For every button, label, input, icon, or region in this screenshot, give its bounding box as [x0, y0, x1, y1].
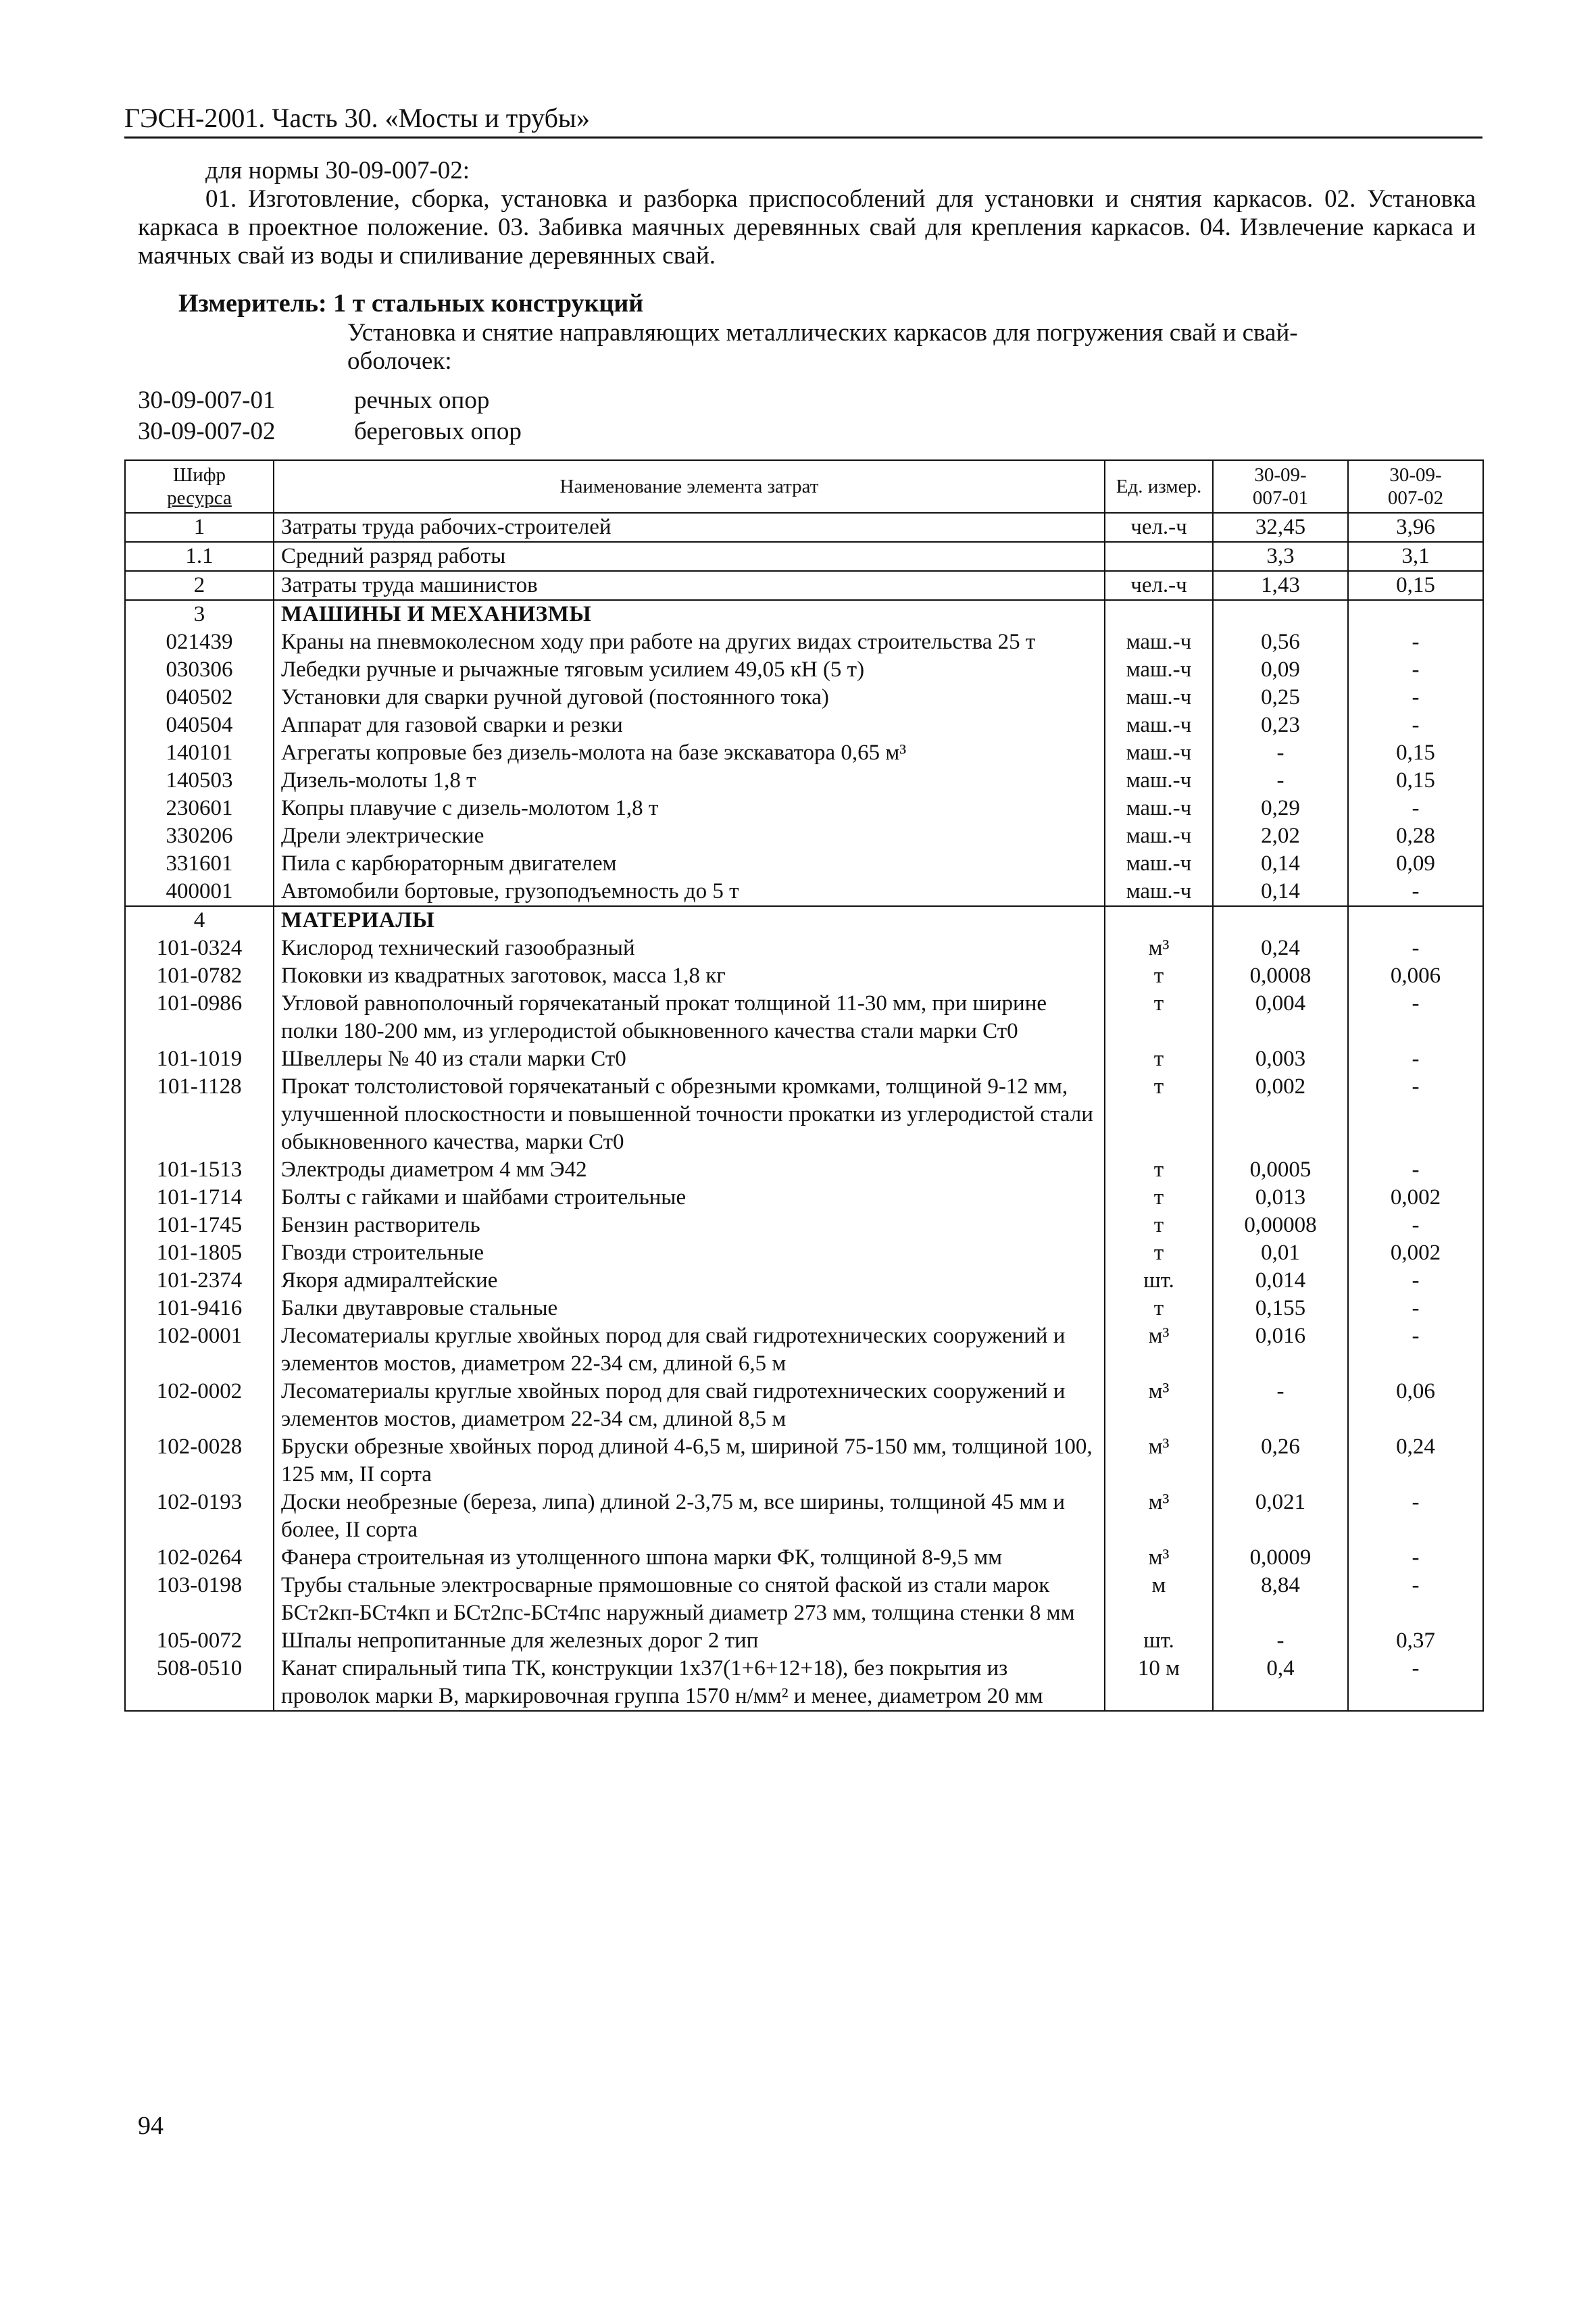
cell-norm-01: 0,23: [1213, 712, 1348, 739]
cell-name: Краны на пневмоколесном ходу при работе на других видах строительства 25 т: [274, 628, 1105, 656]
table-row: [125, 1489, 1483, 1544]
cell-norm-02: -: [1348, 1489, 1483, 1544]
table-row: [125, 822, 1483, 850]
cell-unit: чел.-ч: [1105, 571, 1213, 600]
cell-code: 140503: [125, 767, 274, 795]
cell-norm-01: 0,14: [1213, 850, 1348, 878]
table-row: [125, 1544, 1483, 1572]
cell-name: Трубы стальные электросварные прямошовные со снятой фаской из стали марок БСт2кп-БСт4кп и БСт2пс-БСт4пс наружный диаметр 273 мм, толщина стенки 8 мм: [274, 1572, 1105, 1627]
cell-norm-02: 0,28: [1348, 822, 1483, 850]
cell-unit: [1105, 600, 1213, 628]
cell-norm-01: 0,013: [1213, 1184, 1348, 1212]
cell-name: Лесоматериалы круглые хвойных пород для свай гидротехнических сооружений и элементов мостов, диаметром 22-34 см, длиной 6,5 м: [274, 1322, 1105, 1378]
cell-code: 101-0782: [125, 962, 274, 990]
cell-norm-02: 0,24: [1348, 1433, 1483, 1489]
cell-norm-02: -: [1348, 878, 1483, 906]
cell-unit: маш.-ч: [1105, 850, 1213, 878]
table-row: [125, 1627, 1483, 1655]
norm-code-label: береговых опор: [354, 418, 522, 445]
cell-norm-01: -: [1213, 739, 1348, 767]
cell-norm-02: -: [1348, 1073, 1483, 1156]
table-row: [125, 1239, 1483, 1267]
table-row: [125, 1433, 1483, 1489]
norm-code-label: речных опор: [354, 387, 490, 414]
cell-code: 030306: [125, 656, 274, 684]
norm-code-line: [138, 385, 489, 416]
cell-norm-02: 3,96: [1348, 513, 1483, 542]
cell-name: Автомобили бортовые, грузоподъемность до 5 т: [274, 878, 1105, 906]
cell-unit: м³: [1105, 1433, 1213, 1489]
cell-norm-01: 0,14: [1213, 878, 1348, 906]
cell-norm-02: 0,002: [1348, 1239, 1483, 1267]
table-row: [125, 739, 1483, 767]
cell-name: Фанера строительная из утолщенного шпона марки ФК, толщиной 8-9,5 мм: [274, 1544, 1105, 1572]
cell-unit: 10 м: [1105, 1655, 1213, 1711]
cell-unit: м: [1105, 1572, 1213, 1627]
cell-code: 102-0002: [125, 1378, 274, 1433]
cell-norm-01: 0,01: [1213, 1239, 1348, 1267]
cell-unit: м³: [1105, 1378, 1213, 1433]
cell-norm-02: -: [1348, 1212, 1483, 1239]
table-row: [125, 1295, 1483, 1322]
cell-code: 230601: [125, 795, 274, 822]
cell-name: Доски необрезные (береза, липа) длиной 2-3,75 м, все ширины, толщиной 45 мм и более, II сорта: [274, 1489, 1105, 1544]
cell-code: 101-0324: [125, 935, 274, 962]
norm-code-line: [138, 416, 522, 447]
cell-name: Дизель-молоты 1,8 т: [274, 767, 1105, 795]
cell-name: Швеллеры № 40 из стали марки Ст0: [274, 1045, 1105, 1073]
cell-norm-02: 3,1: [1348, 542, 1483, 571]
cell-norm-02: 0,09: [1348, 850, 1483, 878]
table-row: [125, 1378, 1483, 1433]
cell-name: Копры плавучие с дизель-молотом 1,8 т: [274, 795, 1105, 822]
cell-norm-02: -: [1348, 656, 1483, 684]
table-row: [125, 935, 1483, 962]
cell-unit: м³: [1105, 1322, 1213, 1378]
cell-code: 101-1513: [125, 1156, 274, 1184]
cell-norm-01: 0,014: [1213, 1267, 1348, 1295]
page-number: 94: [138, 2112, 164, 2140]
cell-norm-01: 0,0008: [1213, 962, 1348, 990]
cell-name: МАТЕРИАЛЫ: [274, 906, 1105, 935]
cell-norm-01: 1,43: [1213, 571, 1348, 600]
cell-name: Аппарат для газовой сварки и резки: [274, 712, 1105, 739]
cell-norm-02: -: [1348, 1156, 1483, 1184]
cell-unit: маш.-ч: [1105, 878, 1213, 906]
cell-code: 140101: [125, 739, 274, 767]
table-row: [125, 1073, 1483, 1156]
table-row: [125, 1267, 1483, 1295]
cell-norm-01: 0,155: [1213, 1295, 1348, 1322]
cell-unit: т: [1105, 1212, 1213, 1239]
cell-norm-01: 0,00008: [1213, 1212, 1348, 1239]
cell-norm-01: 2,02: [1213, 822, 1348, 850]
table-row: [125, 571, 1483, 600]
cell-norm-02: [1348, 906, 1483, 935]
cell-norm-01: 0,26: [1213, 1433, 1348, 1489]
cell-norm-01: 0,003: [1213, 1045, 1348, 1073]
cell-unit: т: [1105, 1184, 1213, 1212]
norm-code: 30-09-007-01: [138, 387, 276, 414]
cell-name: Электроды диаметром 4 мм Э42: [274, 1156, 1105, 1184]
cell-unit: т: [1105, 1239, 1213, 1267]
cell-name: Агрегаты копровые без дизель-молота на базе экскаватора 0,65 м³: [274, 739, 1105, 767]
col-header-code: Шифр ресурса: [125, 460, 274, 513]
table-row: [125, 513, 1483, 542]
cell-norm-02: -: [1348, 1572, 1483, 1627]
cell-norm-01: 0,004: [1213, 990, 1348, 1045]
cell-name: Лесоматериалы круглые хвойных пород для свай гидротехнических сооружений и элементов мостов, диаметром 22-34 см, длиной 8,5 м: [274, 1378, 1105, 1433]
cell-code: 021439: [125, 628, 274, 656]
cell-norm-02: 0,002: [1348, 1184, 1483, 1212]
table-row: [125, 1045, 1483, 1073]
cell-name: Дрели электрические: [274, 822, 1105, 850]
norm-code: 30-09-007-02: [138, 418, 276, 445]
cell-unit: [1105, 542, 1213, 571]
cell-unit: т: [1105, 1073, 1213, 1156]
cell-unit: [1105, 906, 1213, 935]
cell-name: Пила с карбюраторным двигателем: [274, 850, 1105, 878]
cell-unit: шт.: [1105, 1267, 1213, 1295]
cell-name: Болты с гайками и шайбами строительные: [274, 1184, 1105, 1212]
cell-norm-02: [1348, 600, 1483, 628]
cell-code: 040504: [125, 712, 274, 739]
cell-name: Затраты труда машинистов: [274, 571, 1105, 600]
cell-unit: маш.-ч: [1105, 712, 1213, 739]
cell-name: Бруски обрезные хвойных пород длиной 4-6,5 м, шириной 75-150 мм, толщиной 100, 125 мм, II сорта: [274, 1433, 1105, 1489]
cell-norm-02: -: [1348, 1045, 1483, 1073]
col-header-name: Наименование элемента затрат: [274, 460, 1105, 513]
table-row: [125, 795, 1483, 822]
col-header-norm-01: 30-09- 007-01: [1213, 460, 1348, 513]
cell-unit: т: [1105, 1295, 1213, 1322]
cell-code: 508-0510: [125, 1655, 274, 1711]
table-row: [125, 878, 1483, 906]
section-row: [125, 600, 1483, 628]
cell-norm-01: -: [1213, 767, 1348, 795]
cell-code: 040502: [125, 684, 274, 712]
cell-unit: маш.-ч: [1105, 822, 1213, 850]
table-row: [125, 656, 1483, 684]
cell-code: 1: [125, 513, 274, 542]
cell-norm-01: 0,29: [1213, 795, 1348, 822]
cell-unit: т: [1105, 962, 1213, 990]
cell-name: Установки для сварки ручной дуговой (постоянного тока): [274, 684, 1105, 712]
cell-norm-02: 0,15: [1348, 571, 1483, 600]
cell-code: 101-1019: [125, 1045, 274, 1073]
cell-norm-02: 0,006: [1348, 962, 1483, 990]
cell-name: МАШИНЫ И МЕХАНИЗМЫ: [274, 600, 1105, 628]
cell-code: 101-2374: [125, 1267, 274, 1295]
table-row: [125, 1156, 1483, 1184]
intro-for-norm: для нормы 30-09-007-02:: [205, 157, 470, 184]
cell-name: Якоря адмиралтейские: [274, 1267, 1105, 1295]
cell-unit: маш.-ч: [1105, 795, 1213, 822]
cell-code: 331601: [125, 850, 274, 878]
cell-code: 1.1: [125, 542, 274, 571]
cell-name: Прокат толстолистовой горячекатаный с обрезными кромками, толщиной 9-12 мм, улучшенной плоскостности и повышенной точности прокатки из углеродистой стали обыкновенного качества, марки Ст0: [274, 1073, 1105, 1156]
cell-name: Поковки из квадратных заготовок, масса 1,8 кг: [274, 962, 1105, 990]
cell-norm-01: 0,0009: [1213, 1544, 1348, 1572]
cell-unit: чел.-ч: [1105, 513, 1213, 542]
cell-name: Канат спиральный типа ТК, конструкции 1х37(1+6+12+18), без покрытия из проволок марки В, маркировочная группа 1570 н/мм² и менее, диаметром 20 мм: [274, 1655, 1105, 1711]
cell-code: 102-0264: [125, 1544, 274, 1572]
cell-unit: м³: [1105, 1544, 1213, 1572]
cell-code: 101-1128: [125, 1073, 274, 1156]
cell-norm-01: 0,016: [1213, 1322, 1348, 1378]
cell-norm-01: 0,56: [1213, 628, 1348, 656]
cell-norm-02: -: [1348, 684, 1483, 712]
cell-code: 102-0001: [125, 1322, 274, 1378]
table-row: [125, 1655, 1483, 1711]
cell-norm-02: 0,15: [1348, 767, 1483, 795]
cell-unit: маш.-ч: [1105, 656, 1213, 684]
table-row: [125, 1184, 1483, 1212]
cell-name: Гвозди строительные: [274, 1239, 1105, 1267]
intro-text: 01. Изготовление, сборка, установка и разборка приспособлений для установки и снятия каркасов. 02. Установка каркаса в проектное положение. 03. Забивка маячных деревянных свай для крепления каркасов. 04. Извлечение каркаса и маячных свай из воды и спиливание деревянных свай.: [138, 185, 1476, 270]
col-header-unit: Ед. измер.: [1105, 460, 1213, 513]
table-row: [125, 990, 1483, 1045]
cell-norm-02: -: [1348, 795, 1483, 822]
cell-code: 102-0028: [125, 1433, 274, 1489]
cell-code: 101-0986: [125, 990, 274, 1045]
meter-line: Измеритель: 1 т стальных конструкций: [178, 289, 644, 318]
table-row: [125, 1572, 1483, 1627]
cell-norm-02: 0,15: [1348, 739, 1483, 767]
cell-name: Бензин растворитель: [274, 1212, 1105, 1239]
cell-norm-01: 0,4: [1213, 1655, 1348, 1711]
cell-name: Балки двутавровые стальные: [274, 1295, 1105, 1322]
cell-code: 102-0193: [125, 1489, 274, 1544]
cell-unit: м³: [1105, 1489, 1213, 1544]
norm-title: Установка и снятие направляющих металлических каркасов для погружения свай и свай-оболочек:: [347, 319, 1298, 375]
table-row: [125, 850, 1483, 878]
cell-norm-02: -: [1348, 1544, 1483, 1572]
intro-block: [138, 157, 1476, 270]
cell-code: 4: [125, 906, 274, 935]
cell-norm-02: 0,37: [1348, 1627, 1483, 1655]
cell-code: 400001: [125, 878, 274, 906]
cell-norm-01: 8,84: [1213, 1572, 1348, 1627]
cell-code: 101-9416: [125, 1295, 274, 1322]
cell-norm-02: -: [1348, 628, 1483, 656]
cell-norm-02: -: [1348, 990, 1483, 1045]
cell-name: Затраты труда рабочих-строителей: [274, 513, 1105, 542]
table-row: [125, 684, 1483, 712]
cell-norm-01: -: [1213, 1378, 1348, 1433]
cell-unit: м³: [1105, 935, 1213, 962]
cell-unit: маш.-ч: [1105, 767, 1213, 795]
cell-norm-01: -: [1213, 1627, 1348, 1655]
col-header-norm-02: 30-09- 007-02: [1348, 460, 1483, 513]
cell-norm-02: -: [1348, 1655, 1483, 1711]
cell-name: Средний разряд работы: [274, 542, 1105, 571]
cell-code: 330206: [125, 822, 274, 850]
cell-norm-01: [1213, 600, 1348, 628]
table-row: [125, 1212, 1483, 1239]
cell-norm-02: -: [1348, 1295, 1483, 1322]
cell-norm-01: [1213, 906, 1348, 935]
cell-norm-02: -: [1348, 935, 1483, 962]
cell-code: 105-0072: [125, 1627, 274, 1655]
section-row: [125, 906, 1483, 935]
cell-unit: маш.-ч: [1105, 628, 1213, 656]
cell-norm-01: 0,25: [1213, 684, 1348, 712]
cell-norm-02: -: [1348, 1267, 1483, 1295]
table-row: [125, 542, 1483, 571]
cell-unit: т: [1105, 1045, 1213, 1073]
page-header: ГЭСН-2001. Часть 30. «Мосты и трубы»: [124, 101, 1482, 139]
table-row: [125, 1322, 1483, 1378]
cell-unit: шт.: [1105, 1627, 1213, 1655]
cell-code: 101-1805: [125, 1239, 274, 1267]
cell-name: Шпалы непропитанные для железных дорог 2 тип: [274, 1627, 1105, 1655]
cell-unit: т: [1105, 1156, 1213, 1184]
cell-norm-01: 3,3: [1213, 542, 1348, 571]
cell-unit: маш.-ч: [1105, 684, 1213, 712]
cell-code: 2: [125, 571, 274, 600]
cell-norm-01: 0,021: [1213, 1489, 1348, 1544]
cell-unit: т: [1105, 990, 1213, 1045]
cell-code: 101-1745: [125, 1212, 274, 1239]
table-row: [125, 962, 1483, 990]
table-row: [125, 712, 1483, 739]
cell-code: 101-1714: [125, 1184, 274, 1212]
cell-norm-01: 0,002: [1213, 1073, 1348, 1156]
cell-norm-01: 0,09: [1213, 656, 1348, 684]
cell-norm-02: 0,06: [1348, 1378, 1483, 1433]
table-row: [125, 767, 1483, 795]
cell-norm-01: 32,45: [1213, 513, 1348, 542]
table-row: [125, 628, 1483, 656]
cell-unit: маш.-ч: [1105, 739, 1213, 767]
cell-name: Лебедки ручные и рычажные тяговым усилием 49,05 кН (5 т): [274, 656, 1105, 684]
cell-code: 3: [125, 600, 274, 628]
cell-norm-01: 0,24: [1213, 935, 1348, 962]
cell-norm-02: -: [1348, 1322, 1483, 1378]
table-header-row: [125, 460, 1483, 513]
cell-norm-01: 0,0005: [1213, 1156, 1348, 1184]
cell-name: Угловой равнополочный горячекатаный прокат толщиной 11-30 мм, при ширине полки 180-200 мм, из углеродистой обыкновенного качества стали марки Ст0: [274, 990, 1105, 1045]
cell-name: Кислород технический газообразный: [274, 935, 1105, 962]
cell-norm-02: -: [1348, 712, 1483, 739]
resource-table: [124, 459, 1484, 1712]
cell-code: 103-0198: [125, 1572, 274, 1627]
